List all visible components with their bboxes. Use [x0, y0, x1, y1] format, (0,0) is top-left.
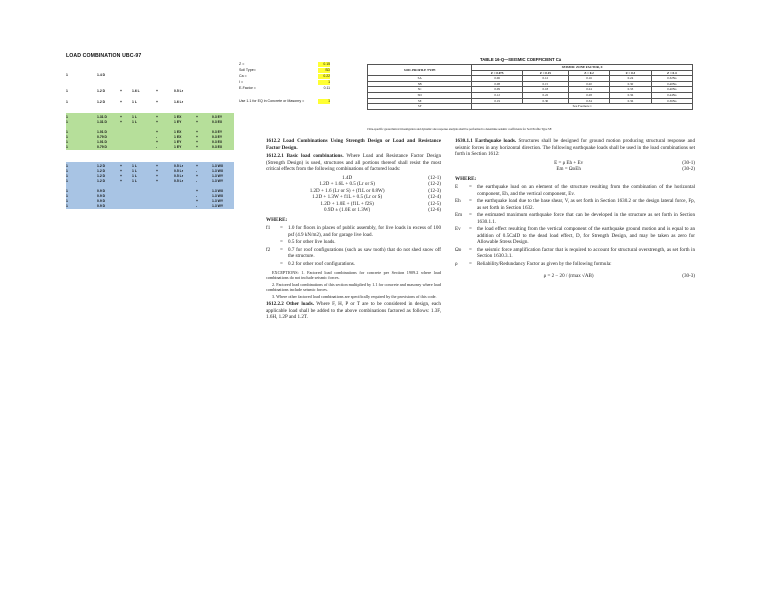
definition-equals: =: [469, 246, 472, 253]
combo-cell-n: 1: [66, 169, 68, 173]
definition-item: [266, 247, 441, 260]
equation-formula: E = ρ Eh + Ev: [554, 159, 584, 166]
zone-header: Z = 0.15: [522, 70, 568, 76]
equation-formula: 1.2D + 1.6 (Lr or S) + (f1L or 0.8W): [309, 187, 385, 194]
coefficient-cell: 0.09: [472, 87, 522, 93]
combo-cell-c: 1 L: [132, 174, 137, 178]
combo-cell-e: 1 EY: [174, 140, 182, 144]
definition-item: [266, 261, 441, 268]
combo-cell-a: 0.79 D: [97, 145, 107, 149]
rho-equation-number: (30-3): [682, 273, 695, 279]
combo-cell-e: 1 EX: [174, 130, 182, 134]
combo-cell-n: 1: [66, 89, 68, 93]
combo-cell-d: +: [156, 120, 158, 124]
definition-text: the seismic force amplification factor that is required to account for structural overstrength, as set forth in Section 1630.3.1.: [477, 246, 695, 259]
combo-cell-f: +: [196, 140, 198, 144]
coefficient-cell: 0.34: [568, 98, 609, 104]
definition-equals: =: [469, 260, 472, 267]
combo-cell-n: 1: [66, 115, 68, 119]
coefficient-cell: 0.12: [472, 92, 522, 98]
definition-symbol: Em: [455, 212, 463, 218]
combo-cell-g: 0.3 EX: [212, 140, 223, 144]
combo-row: [66, 99, 234, 105]
combo-cell-b: +: [120, 120, 122, 124]
combo-cell-d: +: [156, 174, 158, 178]
definition-equals: =: [469, 226, 472, 232]
definition-item: [455, 247, 695, 260]
definition-symbol: Ωo: [455, 246, 462, 253]
zone-factor-header: SEISMIC ZONE FACTOR, Z: [472, 65, 693, 71]
coefficient-cell: 0.28: [568, 92, 609, 98]
equation: [266, 207, 441, 214]
coefficient-cell: 0.32Na: [651, 76, 692, 82]
combo-cell-d: -: [156, 135, 158, 139]
coefficient-cell: 0.18: [522, 87, 568, 93]
load-equations: [266, 175, 441, 214]
rho-equation: [455, 273, 695, 280]
combo-cell-n: 1: [66, 164, 68, 168]
rho-formula: ρ = 2 − 20 / (rmax √AB): [543, 273, 594, 279]
combo-cell-a: 1.2 D: [97, 174, 106, 178]
combo-cell-b: +: [120, 100, 122, 104]
combo-cell-b: +: [120, 115, 122, 119]
equation-formula: 1.2D + 1.0E + (f1L + f2S): [320, 200, 374, 207]
combo-cell-f: -: [196, 194, 198, 198]
combo-cell-g: 0.3 EX: [212, 145, 223, 149]
sheet-title: LOAD COMBINATION UBC-97: [66, 53, 142, 59]
definition-item: [455, 226, 695, 246]
combo-cell-g: 1.3 WX: [212, 169, 224, 173]
combo-cell-e: 1.6 Lr: [174, 100, 184, 104]
definition-text: the earthquake load due to the base shear, V, as set forth in Section 1630.2 or the design lateral force, Fp, as set forth in Section 1632.: [477, 198, 695, 211]
combo-cell-c: 1 L: [132, 179, 137, 183]
combo-cell-d: +: [156, 130, 158, 134]
combo-cell-n: 1: [66, 73, 68, 77]
coefficient-cell: 0.06: [472, 76, 522, 82]
param-value[interactable]: 0.15: [318, 62, 330, 67]
combo-row: [66, 72, 234, 78]
exception-item: EXCEPTIONS: 1. Factored load combinations for concrete per Section 1909.2 where load combinations do not include seismic forces.: [266, 270, 441, 281]
coefficient-cell: 0.40Na: [651, 81, 692, 87]
combo-cell-n: 1: [66, 199, 68, 203]
zone-header: Z = 0.2: [568, 70, 609, 76]
combo-cell-d: +: [156, 164, 158, 168]
definition-text: the load effect resulting from the vertical component of the earthquake ground motion and is equal to an addition of 0.5CaID to the dead load effect, D, for Strength Design, and may be taken as zero for Allowable Stress Design.: [477, 226, 695, 245]
earthquake-equations: [455, 160, 695, 173]
combo-cell-c: 1.6 L: [132, 89, 140, 93]
combo-cell-f: +: [196, 135, 198, 139]
concrete-factor-label: Use 1.1 for EQ in Concrete or Masonry =: [239, 99, 305, 103]
equation-number: (12-3): [428, 187, 441, 194]
zone-header: Z = 0.3: [610, 70, 651, 76]
equation-formula: 1.2D + 1.6L + 0.5 (Lr or S): [319, 181, 375, 187]
combo-cell-d: +: [156, 115, 158, 119]
combo-cell-b: +: [120, 89, 122, 93]
table-footnote: 1Site-specific geotechnical investigation and dynamic site response analysis shall be performed to determine seismic coefficients for Soil Profile Type SF.: [367, 127, 552, 131]
combo-cell-e: 1 EX: [174, 135, 182, 139]
combo-cell-n: 1: [66, 135, 68, 139]
coefficient-cell: 0.33: [610, 87, 651, 93]
coefficient-cell: 0.36: [610, 92, 651, 98]
combo-cell-n: 1: [66, 174, 68, 178]
section-1630-1-1-heading: 1630.1.1 Earthquake loads.: [455, 138, 517, 144]
combo-cell-g: 1.3 WX: [212, 189, 224, 193]
combo-cell-a: 0.9 D: [97, 199, 106, 203]
combo-cell-f: +: [196, 174, 198, 178]
equation-formula: 0.9D ± (1.0E or 1.3W): [324, 207, 371, 213]
table-row: [368, 104, 693, 110]
combo-cell-n: 1: [66, 145, 68, 149]
combo-cell-e: 0.5 Lr: [174, 174, 184, 178]
combo-cell-a: 1.2 D: [97, 89, 106, 93]
soil-type-cell: SE: [368, 98, 472, 104]
combo-cell-a: 1.4 D: [97, 73, 106, 77]
coefficient-cell: 0.30: [610, 81, 651, 87]
definition-text: 0.7 for roof configurations (such as saw tooth) that do not shed snow off the structure.: [288, 246, 441, 259]
definition-text: Reliability/Redundancy Factor as given by the following formula:: [477, 260, 612, 267]
combo-cell-e: 1 EY: [174, 120, 182, 124]
definition-equals: =: [280, 239, 283, 245]
section-1612-2-2-heading: 1612.2.2 Other loads.: [266, 301, 314, 308]
combo-row: [66, 203, 234, 209]
section-1612-2-heading: 1612.2 Load Combinations Using Strength Design or Load and Resistance Factor Design.: [266, 138, 441, 151]
combo-cell-g: 0.3 EY: [212, 115, 223, 119]
section-1612-2-2-text: Where F, H, P or T are to be considered in design, each applicable load shall be added to the above combinations factored as follows: 1.3F, 1.6H, 1.2P and 1.2T.: [266, 301, 441, 321]
exception-item: 3. Where other factored load combinations are specifically required by the provisions of this code.: [272, 293, 437, 299]
coefficient-cell: 0.15: [522, 81, 568, 87]
definition-text: 0.5 for other live loads.: [288, 239, 336, 245]
combo-cell-e: 1 EY: [174, 145, 182, 149]
coefficient-cell: 0.16: [568, 76, 609, 82]
definition-symbol: f2: [266, 246, 271, 253]
combo-cell-a: 0.9 D: [97, 194, 106, 198]
combo-cell-g: 1.3 WY: [212, 174, 224, 178]
definition-item: [266, 225, 441, 238]
equation-number: (12-5): [428, 200, 441, 207]
equation-number: (12-6): [428, 207, 441, 213]
equation-formula: Em = ΩoEh: [556, 166, 581, 172]
zone-header: Z = 0.075: [472, 70, 522, 76]
definition-symbol: Eh: [455, 198, 461, 204]
combo-row: [66, 88, 234, 94]
exceptions: [266, 270, 441, 299]
earthquake-definitions: [455, 184, 695, 267]
concrete-factor-value[interactable]: 1: [318, 99, 330, 104]
where-label-right: WHERE:: [455, 175, 477, 182]
combo-cell-n: 1: [66, 179, 68, 183]
section-1612-2-1-text: Where Load and Resistance Factor Design (Strength Design) is used, structures and all portions thereof shall resist the most critical effects from the following combinations of factored loads:: [266, 153, 441, 172]
combo-cell-g: 1.3 WY: [212, 179, 224, 183]
combo-cell-a: 0.79 D: [97, 135, 107, 139]
soil-type-cell: SF: [368, 104, 472, 110]
definition-symbol: [266, 239, 280, 246]
soil-type-cell: SA: [368, 76, 472, 82]
coefficient-cell: 0.08: [472, 81, 522, 87]
combo-cell-f: +: [196, 164, 198, 168]
soil-type-cell: SB: [368, 81, 472, 87]
combo-cell-a: 0.9 D: [97, 204, 106, 208]
definition-equals: =: [280, 225, 283, 231]
combo-cell-n: 1: [66, 130, 68, 134]
combo-row: [66, 144, 234, 150]
seismic-coefficient-table: [367, 64, 693, 110]
equation-number: (30-2): [682, 166, 695, 172]
coefficient-cell: 0.22: [522, 92, 568, 98]
equation-number: (12-1): [428, 174, 441, 181]
definition-equals: =: [469, 198, 472, 204]
combo-cell-a: 1.31 D: [97, 120, 107, 124]
coefficient-cell: 0.24: [610, 76, 651, 82]
combo-cell-n: 1: [66, 194, 68, 198]
definition-symbol: Ev: [455, 226, 461, 232]
definition-text: 1.0 for floors in places of public assembly, for live loads in excess of 100 psf (4.9 kN/m2), and for garage live load.: [288, 225, 441, 238]
coefficient-cell: See Footnote 1: [472, 104, 693, 110]
zone-header: Z = 0.4: [651, 70, 692, 76]
combo-cell-a: 1.2 D: [97, 169, 106, 173]
definition-symbol: [266, 261, 280, 268]
definition-text: 0.2 for other roof configurations.: [288, 260, 356, 267]
combo-cell-a: 1.01 D: [97, 130, 107, 134]
param-label: Z =: [239, 62, 245, 66]
definition-item: [266, 239, 441, 246]
combo-cell-f: +: [196, 130, 198, 134]
combo-cell-f: +: [196, 115, 198, 119]
combo-cell-b: +: [120, 164, 122, 168]
definition-text: the earthquake load on an element of the structure resulting from the combination of the horizontal component, Eh, and the vertical component, Ev.: [477, 184, 695, 197]
combo-cell-a: 1.2 D: [97, 179, 106, 183]
coefficient-cell: 0.36: [610, 98, 651, 104]
definition-equals: =: [280, 260, 283, 267]
combo-cell-g: 0.3 EY: [212, 130, 223, 134]
definition-symbol: ρ: [455, 260, 458, 267]
combo-cell-f: -: [196, 169, 198, 173]
combo-cell-g: 1.3 WY: [212, 199, 224, 203]
combo-cell-a: 0.9 D: [97, 189, 106, 193]
combo-cell-f: +: [196, 189, 198, 193]
combo-cell-c: 1 L: [132, 164, 137, 168]
combo-cell-n: 1: [66, 189, 68, 193]
coefficient-cell: 0.30: [522, 98, 568, 104]
table-title: TABLE 16-Q—SEISMIC COEFFICIENT Ca: [480, 57, 562, 62]
equation-number: (12-2): [428, 181, 441, 187]
definition-equals: =: [469, 184, 472, 190]
definition-equals: =: [280, 246, 283, 253]
equation-number: (12-4): [428, 194, 441, 200]
param-value[interactable]: 1: [318, 80, 330, 85]
coefficient-cell: 0.36Na: [651, 98, 692, 104]
combo-cell-a: 1.2 D: [97, 100, 106, 104]
combo-cell-c: 1 L: [132, 169, 137, 173]
combo-cell-e: 1 EX: [174, 115, 182, 119]
definition-symbol: f1: [266, 225, 271, 231]
coefficient-cell: 0.40Na: [651, 87, 692, 93]
soil-profile-header: SOIL PROFILE TYPE: [368, 65, 472, 76]
combo-cell-g: 0.3 EY: [212, 135, 223, 139]
definition-item: [455, 198, 695, 211]
param-label: Soil Type=: [239, 68, 256, 72]
definition-item: [455, 261, 695, 268]
combo-cell-e: 0.5 Lr: [174, 169, 184, 173]
combo-cell-d: +: [156, 169, 158, 173]
combo-cell-n: 1: [66, 140, 68, 144]
combo-cell-e: 0.5 Lr: [174, 179, 184, 183]
section-1612-2-1-heading: 1612.2.1 Basic load combinations.: [266, 153, 344, 159]
equation: [455, 166, 695, 173]
combo-cell-d: -: [156, 145, 158, 149]
combo-cell-b: +: [120, 174, 122, 178]
combo-cell-g: 1.3 WX: [212, 194, 224, 198]
load-definitions: [266, 225, 441, 267]
definition-text: the estimated maximum earthquake force that can be developed in the structure as set forth in Section 1630.1.1.: [477, 212, 695, 225]
where-label: WHERE:: [266, 216, 288, 223]
exception-item: 2. Factored load combinations of this section multiplied by 1.1 for concrete and masonry where load combinations include seismic forces.: [266, 281, 441, 293]
param-value[interactable]: 0.22: [318, 74, 330, 79]
combo-cell-c: 1 L: [132, 115, 137, 119]
coefficient-cell: 0.19: [472, 98, 522, 104]
soil-type-cell: SC: [368, 87, 472, 93]
combo-cell-d: +: [156, 100, 158, 104]
combo-cell-f: -: [196, 204, 198, 208]
combo-cell-f: +: [196, 199, 198, 203]
coefficient-cell: 0.44Na: [651, 92, 692, 98]
combo-cell-a: 1.01 D: [97, 140, 107, 144]
coefficient-cell: 0.24: [568, 87, 609, 93]
equation-formula: 1.2D + 1.3W + f1L + 0.5 (Lr or S): [312, 194, 383, 200]
param-value[interactable]: SD: [318, 68, 330, 73]
combo-cell-e: 0.5 Lr: [174, 164, 184, 168]
combo-cell-e: 0.5 Lr: [174, 89, 184, 93]
combo-cell-f: -: [196, 179, 198, 183]
combo-cell-n: 1: [66, 204, 68, 208]
combo-cell-n: 1: [66, 120, 68, 124]
combo-cell-n: 1: [66, 100, 68, 104]
combo-cell-f: +: [196, 145, 198, 149]
right-code-column: [455, 138, 695, 280]
section-1630-1-1-text: Structures shall be designed for ground motion producing structural response and seismic forces in any horizontal direction. The following earthquake loads shall be used in the load combinations set forth in Section 1612:: [455, 138, 695, 157]
combo-cell-d: +: [156, 140, 158, 144]
definition-equals: =: [469, 212, 472, 218]
combo-cell-a: 1.31 D: [97, 115, 107, 119]
param-label: Ca =: [239, 74, 247, 78]
param-label: E-Factor =: [239, 86, 256, 90]
combo-cell-g: 1.3 WY: [212, 204, 224, 208]
left-code-column: [266, 138, 441, 323]
soil-type-cell: SD: [368, 92, 472, 98]
coefficient-cell: 0.12: [522, 76, 568, 82]
combo-cell-g: 1.3 WX: [212, 164, 224, 168]
definition-item: [455, 184, 695, 197]
combo-cell-b: +: [120, 179, 122, 183]
combo-cell-c: 1 L: [132, 100, 137, 104]
combo-cell-b: +: [120, 169, 122, 173]
definition-symbol: E: [455, 184, 459, 190]
equation-number: (30-1): [682, 159, 695, 166]
equation-formula: 1.4D: [342, 174, 353, 181]
combo-cell-f: +: [196, 120, 198, 124]
combo-cell-c: 1 L: [132, 120, 137, 124]
coefficient-cell: 0.20: [568, 81, 609, 87]
combo-cell-g: 0.3 EX: [212, 120, 223, 124]
definition-item: [455, 212, 695, 225]
combo-cell-d: +: [156, 89, 158, 93]
param-label: I =: [239, 80, 244, 84]
combo-cell-a: 1.2 D: [97, 164, 106, 168]
param-value[interactable]: 0.11: [323, 86, 330, 90]
combo-cell-d: +: [156, 179, 158, 183]
